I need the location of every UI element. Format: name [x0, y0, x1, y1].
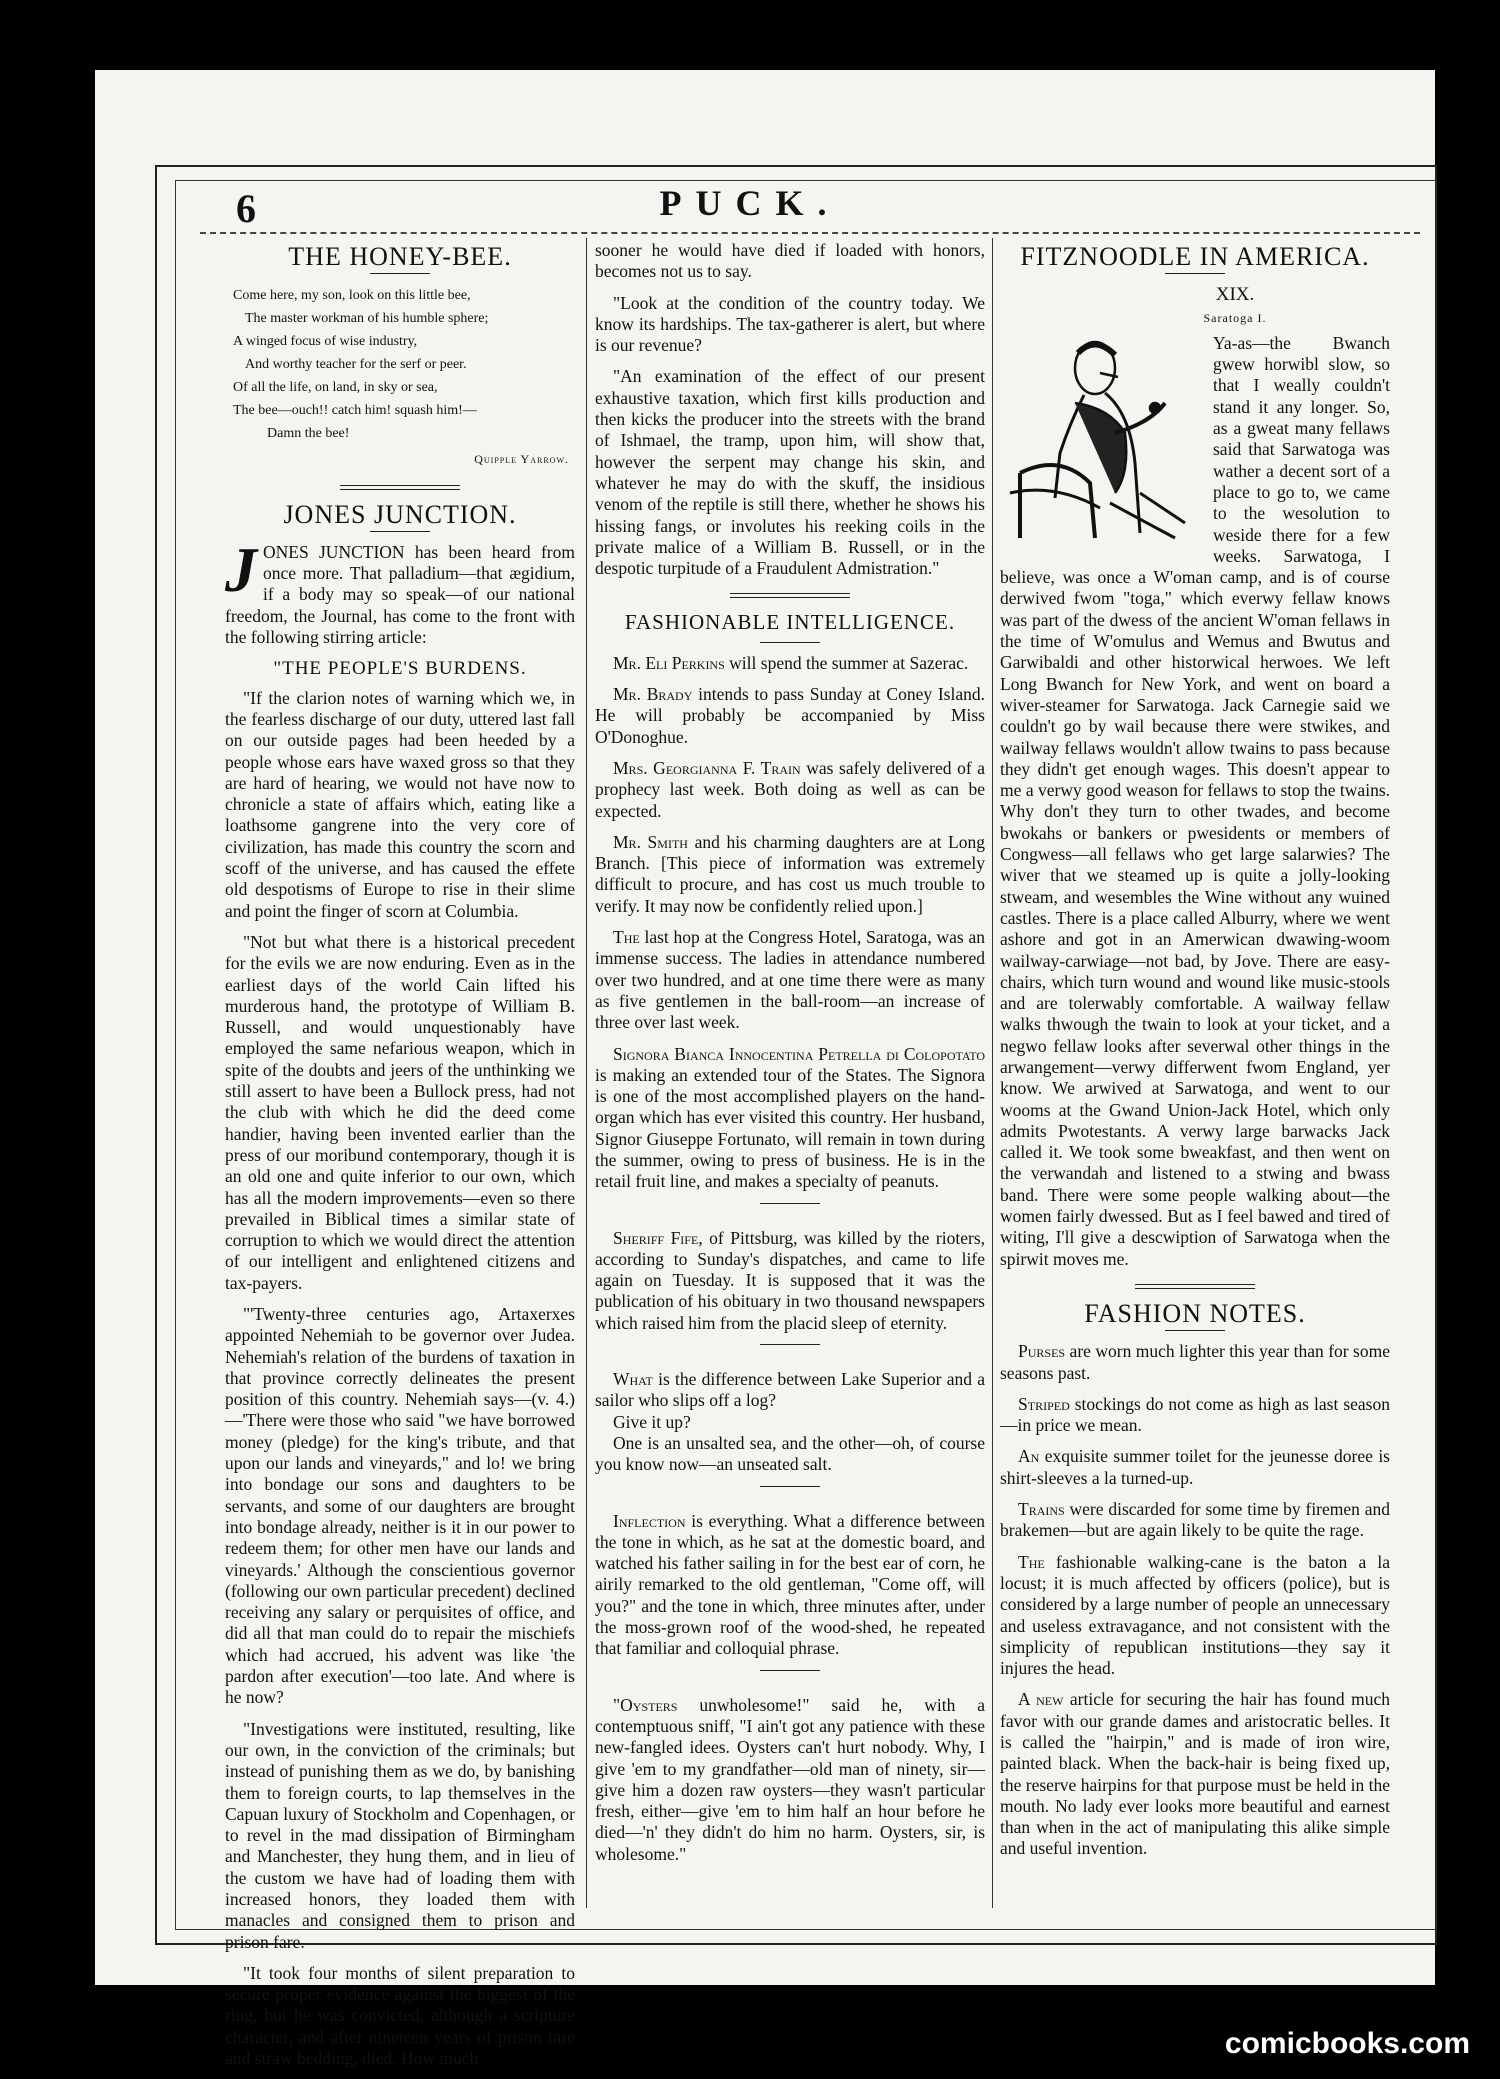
fashion-note: An exquisite summer toilet for the jeunesse doree is shirt-sleeves a la turned-up.: [1000, 1446, 1390, 1488]
jones-junction-title: JONES JUNCTION.: [283, 499, 517, 529]
section-rule: [340, 485, 460, 490]
news-item: The last hop at the Congress Hotel, Saratoga, was an immense success. The ladies in attendance numbered over two hundred, and at one time there were as many as five gentlemen in the ball-room—an increase of three over last week.: [595, 927, 985, 1033]
honey-bee-title: THE HONEY-BEE.: [288, 242, 512, 271]
title-rule: [1165, 1330, 1225, 1331]
chapter-subtitle: Saratoga I.: [1203, 310, 1267, 325]
fitznoodle-title: FITZNOODLE IN AMERICA.: [1020, 242, 1370, 271]
fashion-note: Purses are worn much lighter this year than for some seasons past.: [1000, 1341, 1390, 1383]
fashion-note: A new article for securing the hair has found much favor with our grande dames and aristocratic belles. It is called the "hairpin," and is made of iron wire, painted black. When the back-hair is being fixed up, the reserve hairpins for that purpose must be held in the mouth. No lady ever looks more beautiful and earnest than when in the act of manipulating this alike simple and useful invention.: [1000, 1689, 1390, 1859]
sheriff-item: Sheriff Fife, of Pittsburg, was killed by the rioters, according to Sunday's dispatches, and came to life again on Tuesday. It is supposed that it was the publication of his obituary in two thousand newspapers which raised him from the placid sleep of eternity.: [595, 1227, 986, 1333]
title-rule: [370, 273, 430, 274]
fashion-notes-title: FASHION NOTES.: [1084, 1298, 1306, 1328]
column-1: [225, 240, 575, 2079]
poem-signature: Quipple Yarrow.: [474, 452, 569, 467]
news-item: Signora Bianca Innocentina Petrella di Colopotato is making an extended tour of the States. The Signora is one of the most accomplished players on the hand-organ which has ever visited this country. Her husband, Signor Giuseppe Fortunato, will remain in town during the summer, owing to press of business. He is in the retail fruit line, and makes a specialty of peanuts.: [595, 1043, 985, 1192]
paragraph: "An examination of the effect of our present exhaustive taxation, which first kills production and then kicks the producer into the streets with the brand of Ishmael, the tramp, upon him, will show that, however the serpent may change his skin, and whatever he may do with the skuff, the insidious venom of the reptile is still there, whether he shows his hissing fangs, or involutes his reeking coils in the private malice of a William B. Russell, or in the despotic turpitude of a Fraudulent Admistration.": [595, 366, 985, 579]
drop-cap: J: [225, 533, 257, 605]
masthead-title: PUCK.: [659, 183, 841, 223]
fashion-note: The fashionable walking-cane is the baton a la locust; it is much affected by officers (police), but is considered by a large number of people an unnecessary and useless extravagance, and not consistent with the simplicity of republican institutions—they say it injures the head.: [1000, 1551, 1390, 1679]
poem-line: A winged focus of wise industry,: [233, 334, 418, 350]
column-3: [1000, 240, 1390, 1870]
poem-line: Of all the life, on land, in sky or sea,: [233, 380, 438, 396]
column-divider-1: [586, 238, 587, 1908]
paragraph: "Look at the condition of the country today. We know its hardships. The tax-gatherer is alert, but where is our revenue?: [595, 292, 985, 356]
inflection-item: Inflection is everything. What a difference between the tone in which, as he sat at the domestic board, and watched his father sailing in for the best ear of corn, he airily remarked to the old gentleman, "Come off, will you?" and the tone in which, three minutes after, under the moss-grown roof of the wood-shed, he repeated that familiar and colloquial phrase.: [595, 1510, 985, 1659]
poem-line: Come here, my son, look on this little bee,: [233, 288, 471, 304]
fashion-note: Striped stockings do not come as high as last season—in price we mean.: [1000, 1393, 1390, 1436]
jones-intro: JONES JUNCTION has been heard from once more. That palladium—that ægidium, if a body may so speak—of our national freedom, the Journal, has come to the front with the following stirring article:: [225, 533, 575, 648]
title-rule: [370, 531, 430, 532]
section-rule: [730, 593, 850, 598]
page-number: 6: [236, 186, 256, 231]
watermark: comicbooks.com: [1224, 2027, 1470, 2060]
paragraph: "Not but what there is a historical precedent for the evils we are now enduring. Even as in the earliest days of the world Cain lifted his murderous hand, the prototype of William B. Russell, and would unquestionably have employed the same nefarious weapon, which in spite of the doubts and jeers of the unthinking we still assert to have been a Bullock press, had not the club with which he did the deed come handier, having been invented earlier than the press of our moribund contemporary, though it is an old one and quite inferior to our own, which has all the modern improvements—even so there prevailed in Biblical times a similar state of corruption to which we would direct the attention of our intelligent and enlightened citizens and tax-payers.: [225, 931, 575, 1293]
poem-line: The master workman of his humble sphere;: [245, 311, 489, 327]
riddle-item: What is the difference between Lake Superior and a sailor who slips off a log?: [595, 1369, 985, 1411]
news-item: Mrs. Georgianna F. Train was safely delivered of a prophecy last week. Both doing as well as can be expected.: [595, 757, 985, 821]
column-divider-2: [992, 238, 993, 1908]
fitznoodle-body: Ya-as—the Bwanch gwew horwibl slow, so that I weally couldn't stand it any longer. So, as a gweat many fellaws said that Sarwatoga was wather a decent sort of a place to go to, we came to the wesolution to weside there for a few weeks. Sarwatoga, I believe, was once a W'oman camp, and is of course derwived fwom "toga," which everwy fellaw knows was part of the dwess of the ancient W'oman fellaws in the time of W'omulus and Wemus and Bwutus and Garwibaldi and other historwical herwoes. We left Long Bwanch for New York, and went on board a wiver-steamer for Sarwatoga. Jack Carnegie said we couldn't go by wail because there were stwikes, and wailway fellaws wouldn't allow twains to pass because they didn't get enough wages. This doesn't appear to me a verwy good weason for fellaws to stop the twains. Why don't they turn to other twades, and become bwokahs or bankers or pwesidents or members of Congwess—all fellaws who get large salarwies? The wiver that we steamed up is quite a jolly-looking stweam, and wesembles the Wine without any wuined castles. There is a place called Alburry, where we went ashore and got in an Amerwican dwawing-woom wailway-carwiage—not bad, by Jove. There are easy-chairs, which turn wound and wound like music-stools and are tolerwably comfortable. A wailway fellaw walks thwough the twain to look at your ticket, and a negwo fellaw looks after severwal other things in the arwangement—verwy differwent fwom England, yer know. We arwived at Sarwatoga, and went to our wooms at the Gwand Union-Jack Hotel, which only admits Pwotestants. A verwy large barwacks Jack called it. We took some bweakfast, and then went on the verwandah and listened to a stwing and bwass band. There were some people walking about—the women fairly dwessed. But as I feel bawed and tired of witing, I'll give a descwiption of Sarwatoga when the spirwit moves me.: [1000, 332, 1390, 1269]
riddle-line: One is an unsalted sea, and the other—oh, of course you know now—an unseated salt.: [595, 1432, 985, 1475]
fashion-note: Trains were discarded for some time by firemen and brakemen—but are again likely to be quite the rage.: [1000, 1499, 1390, 1541]
news-item: Mr. Smith and his charming daughters are at Long Branch. [This piece of information was extremely difficult to procure, and has cost us much trouble to verify. It may now be confidently relied upon.]: [595, 831, 985, 916]
poem-line: Damn the bee!: [267, 426, 350, 442]
riddle-line: Give it up?: [613, 1411, 691, 1432]
section-rule: [1135, 1284, 1255, 1289]
title-rule: [760, 642, 820, 643]
jones-subhead: "THE PEOPLE'S BURDENS.: [273, 658, 527, 680]
paragraph: "It took four months of silent preparation to secure proper evidence against the biggest of the ring, but he was convicted, although a scripture character, and after nineteen years of prison fare and straw bedding, died. How much: [225, 1962, 575, 2069]
title-rule: [1165, 273, 1225, 274]
poem-line: The bee—ouch!! catch him! squash him!—: [233, 403, 477, 419]
paragraph: sooner he would have died if loaded with honors, becomes not us to say.: [595, 240, 985, 282]
item-rule: [760, 1344, 820, 1345]
item-rule: [760, 1670, 820, 1671]
oysters-item: "Oysters unwholesome!" said he, with a contemptuous sniff, "I ain't got any patience with these new-fangled idees. Oysters can't hurt nobody. Why, I give 'em to my grandfather—old man of ninety, sir—give him a dozen raw oysters—they wasn't particular fresh, either—give 'em to him half an hour before he died—'n' they didn't do him no harm. Oysters, sir, is wholesome.": [595, 1694, 985, 1864]
fashionable-title: FASHIONABLE INTELLIGENCE.: [624, 610, 956, 635]
paragraph: "Investigations were instituted, resulting, like our own, in the conviction of the criminals; but instead of punishing them as we do, by banishing them to foreign courts, to lap themselves in the Capuan luxury of Stockholm and Copenhagen, or to revel in the mad dissipation of Birmingham and Manchester, they hung them, and in lieu of the custom we have had of loading them with increased honors, they loaded them with manacles and consigned them to prison and prison fare.: [225, 1718, 575, 1952]
fitznoodle-illustration: [1000, 333, 1205, 543]
item-rule: [760, 1486, 820, 1487]
news-item: Mr. Brady intends to pass Sunday at Coney Island. He will probably be accompanied by Miss O'Donoghue.: [595, 684, 985, 747]
news-item: Mr. Eli Perkins will spend the summer at Sazerac.: [613, 652, 969, 673]
item-rule: [760, 1203, 820, 1204]
paragraph: "'Twenty-three centuries ago, Artaxerxes appointed Nehemiah to be governor over Judea. Nehemiah's relation of the burdens of taxation in that province correctly delineates the present position of this country. Nehemiah says—(v. 4.)—'There were those who said "we have borrowed money (pledge) for the king's tribute, and that upon our lands and vineyards," and lo! we bring into bondage our sons and daughters to be servants, and some of our daughters are brought into bondage already, neither is it in our power to redeem them; for other men have our lands and vineyards.' Although the conscientious governor (following our own particular precedent) declined receiving any salary or perquisites of office, and did all that man could do to repair the mischiefs which had accrued, his advent was like 'the pardon after execution'—too late. And where is he now?: [225, 1303, 575, 1708]
honey-bee-poem: [233, 284, 575, 445]
chapter-number: XIX.: [1215, 284, 1255, 306]
column-2: [595, 240, 985, 1875]
poem-line: And worthy teacher for the serf or peer.: [245, 357, 467, 373]
masthead-rule: [200, 232, 1420, 234]
paragraph: "If the clarion notes of warning which we, in the fearless discharge of our duty, uttered last fall on our outside pages had been heeded by a people whose ears have waxed gross so that they are hard of hearing, we would not have now to chronicle a state of affairs which, eating like a loathsome gangrene into the very core of civilization, has made this country the scorn and scoff of the universe, and has caused the effete old despotisms of Europe to rise in their slime and point the finger of scorn at Columbia.: [225, 687, 575, 921]
